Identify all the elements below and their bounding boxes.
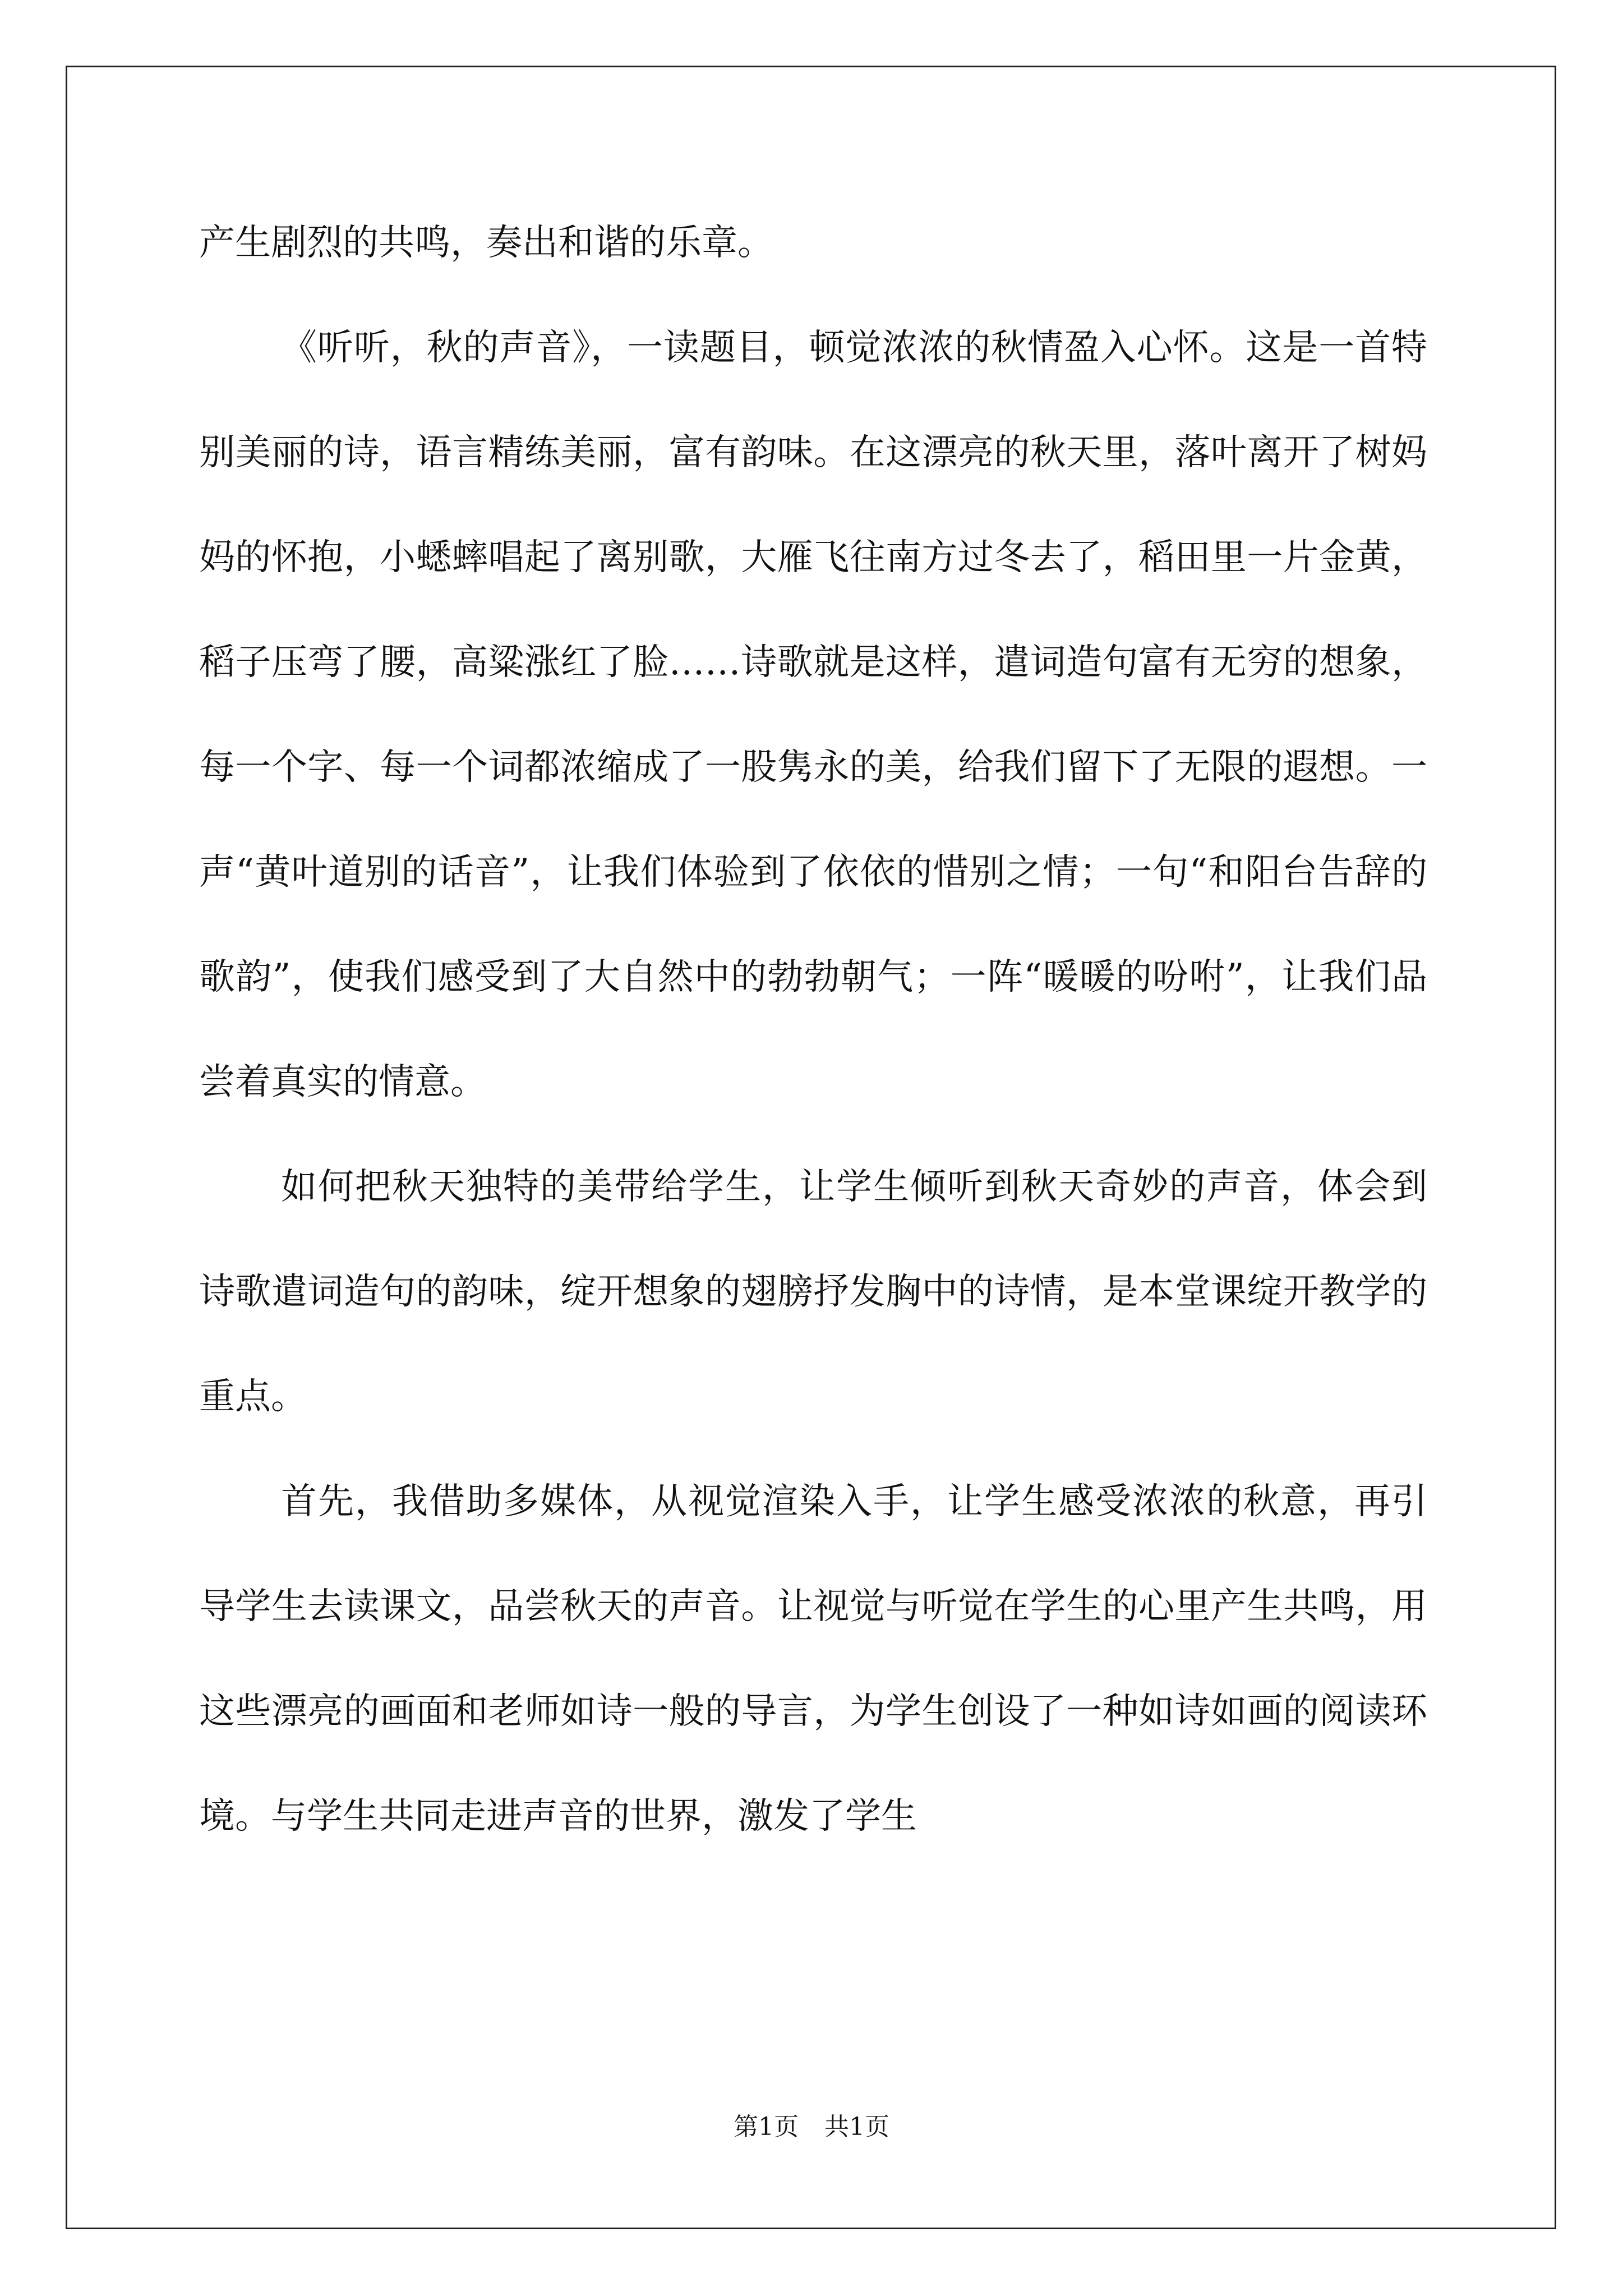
page-number: 第1页	[734, 2113, 799, 2141]
paragraph: 产生剧烈的共鸣，奏出和谐的乐章。	[199, 222, 773, 264]
page-total: 共1页	[824, 2113, 889, 2141]
paragraph: 首先，我借助多媒体，从视觉渲染入手，让学生感受浓浓的秋意，再引导学生去读课文，品尝秋天的声音。让视觉与听觉在学生的心里产生共鸣，用这些漂亮的画面和老师如诗一般的导言，为学生创设了一种如诗如画的阅读环境。与学生共同走进声音的世界，激发了学生	[199, 1481, 1427, 1837]
page-footer	[0, 2106, 1623, 2142]
paragraph: 如何把秋天独特的美带给学生，让学生倾听到秋天奇妙的声音，体会到诗歌遣词造句的韵味，绽开想象的翅膀抒发胸中的诗情，是本堂课绽开教学的重点。	[199, 1166, 1427, 1418]
paragraph: 《听听，秋的声音》，一读题目，顿觉浓浓的秋情盈入心怀。这是一首特别美丽的诗，语言精练美丽，富有韵味。在这漂亮的秋天里，落叶离开了树妈妈的怀抱，小蟋蟀唱起了离别歌，大雁飞往南方过冬去了，稻田里一片金黄，稻子压弯了腰，高粱涨红了脸……诗歌就是这样，遣词造句富有无穷的想象，每一个字、每一个词都浓缩成了一股隽永的美，给我们留下了无限的遐想。一声“黄叶道别的话音”，让我们体验到了依依的惜别之情；一句“和阳台告辞的歌韵”，使我们感受到了大自然中的勃勃朝气；一阵“暖暖的吩咐”，让我们品尝着真实的情意。	[199, 327, 1427, 1103]
document-body	[199, 191, 1427, 1869]
